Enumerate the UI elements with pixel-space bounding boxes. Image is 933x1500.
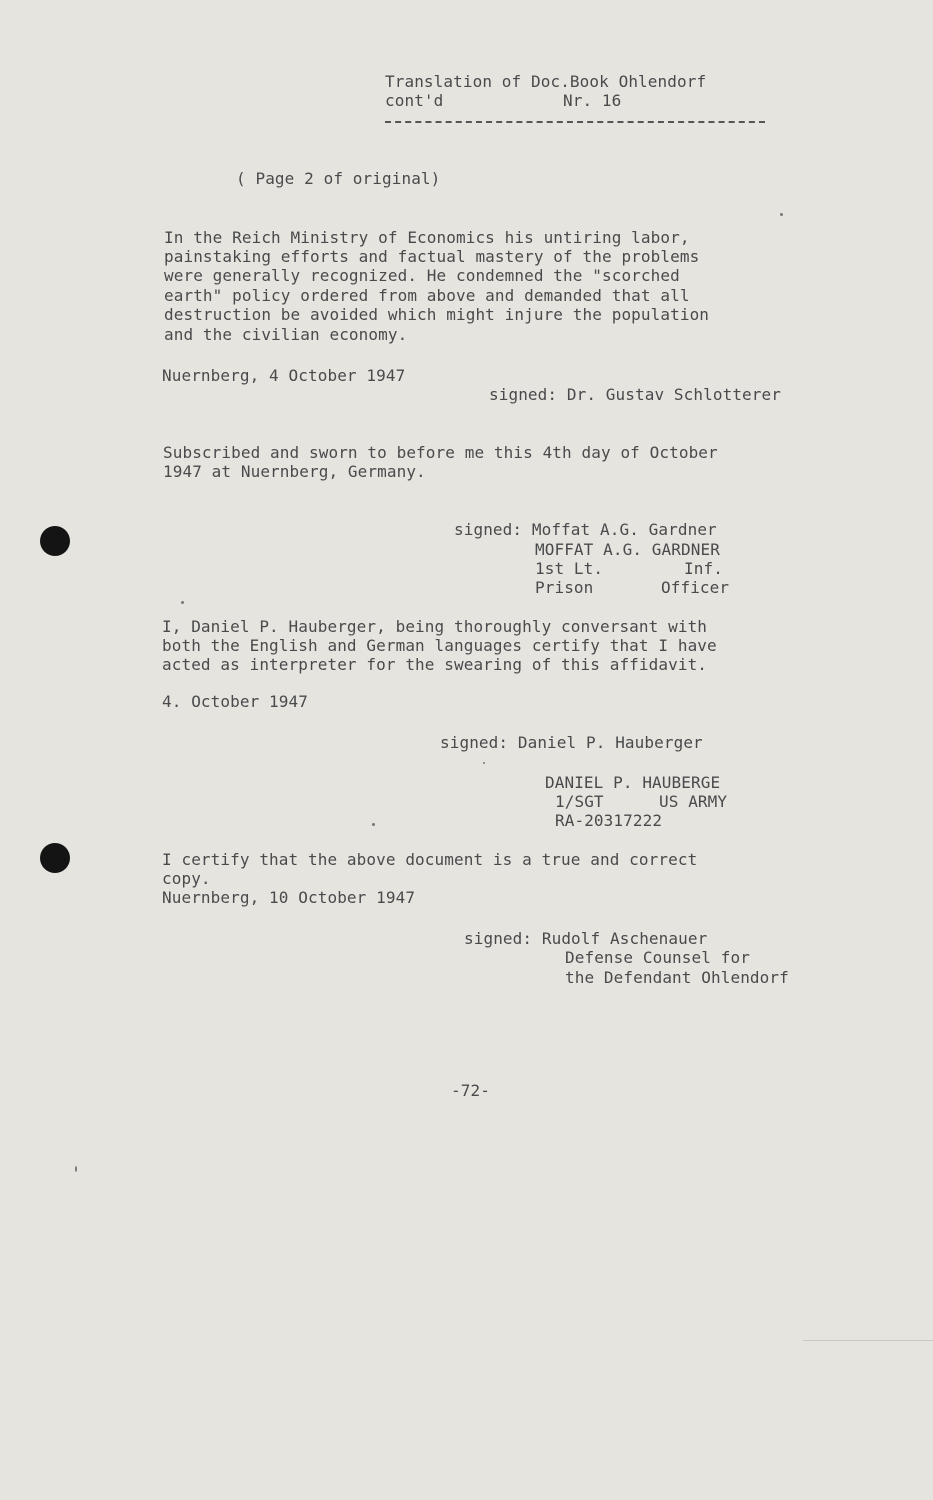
paper-speck [372, 823, 375, 826]
certify-line: copy. [162, 869, 211, 888]
certify-line: I certify that the above document is a true and correct [162, 850, 698, 869]
officer-branch: Inf. [684, 559, 723, 578]
paragraph-line: destruction be avoided which might injure the population [164, 305, 710, 324]
header-title: Translation of Doc.Book Ohlendorf [385, 72, 707, 91]
paper-speck [75, 1166, 77, 1172]
paragraph-line: were generally recognized. He condemned the "scorched [164, 266, 680, 285]
paper-speck [483, 762, 485, 764]
officer-name: MOFFAT A.G. GARDNER [535, 540, 720, 559]
paragraph-line: earth" policy ordered from above and demanded that all [164, 286, 690, 305]
page-number: -72- [451, 1081, 490, 1100]
interpreter-name: DANIEL P. HAUBERGE [545, 773, 721, 792]
paragraph-line: In the Reich Ministry of Economics his untiring labor, [164, 228, 690, 247]
paragraph-line: painstaking efforts and factual mastery of the problems [164, 247, 700, 266]
date-4-october: 4. October 1947 [162, 692, 308, 711]
signature-gardner: signed: Moffat A.G. Gardner [454, 520, 717, 539]
paragraph-line: and the civilian economy. [164, 325, 408, 344]
paper-speck [780, 213, 783, 216]
header-contd: cont'd [385, 91, 444, 110]
officer-unit: Prison [535, 578, 594, 597]
interpreter-statement-line: acted as interpreter for the swearing of this affidavit. [162, 655, 708, 674]
signature-schlotterer: signed: Dr. Gustav Schlotterer [489, 385, 781, 404]
officer-role: Officer [661, 578, 730, 597]
subscribed-line: Subscribed and sworn to before me this 4th day of October [163, 443, 718, 462]
interpreter-rank: 1/SGT [555, 792, 604, 811]
interpreter-statement-line: both the English and German languages certify that I have [162, 636, 717, 655]
punch-hole-top [40, 526, 70, 556]
counsel-defendant: the Defendant Ohlendorf [565, 968, 789, 987]
subscribed-line: 1947 at Nuernberg, Germany. [163, 462, 426, 481]
date-nuernberg-4-october: Nuernberg, 4 October 1947 [162, 366, 406, 385]
date-nuernberg-10-october: Nuernberg, 10 October 1947 [162, 888, 416, 907]
paper-edge-line [803, 1340, 933, 1341]
signature-hauberger: signed: Daniel P. Hauberger [440, 733, 703, 752]
officer-rank: 1st Lt. [535, 559, 604, 578]
paper-speck [181, 601, 184, 604]
interpreter-serial: RA-20317222 [555, 811, 663, 830]
signature-aschenauer: signed: Rudolf Aschenauer [464, 929, 708, 948]
page-reference: ( Page 2 of original) [236, 169, 441, 188]
header-rule [385, 121, 765, 123]
interpreter-statement-line: I, Daniel P. Hauberger, being thoroughly conversant with [162, 617, 708, 636]
counsel-title: Defense Counsel for [565, 948, 750, 967]
interpreter-service: US ARMY [659, 792, 728, 811]
punch-hole-bottom [40, 843, 70, 873]
header-number: Nr. 16 [563, 91, 622, 110]
